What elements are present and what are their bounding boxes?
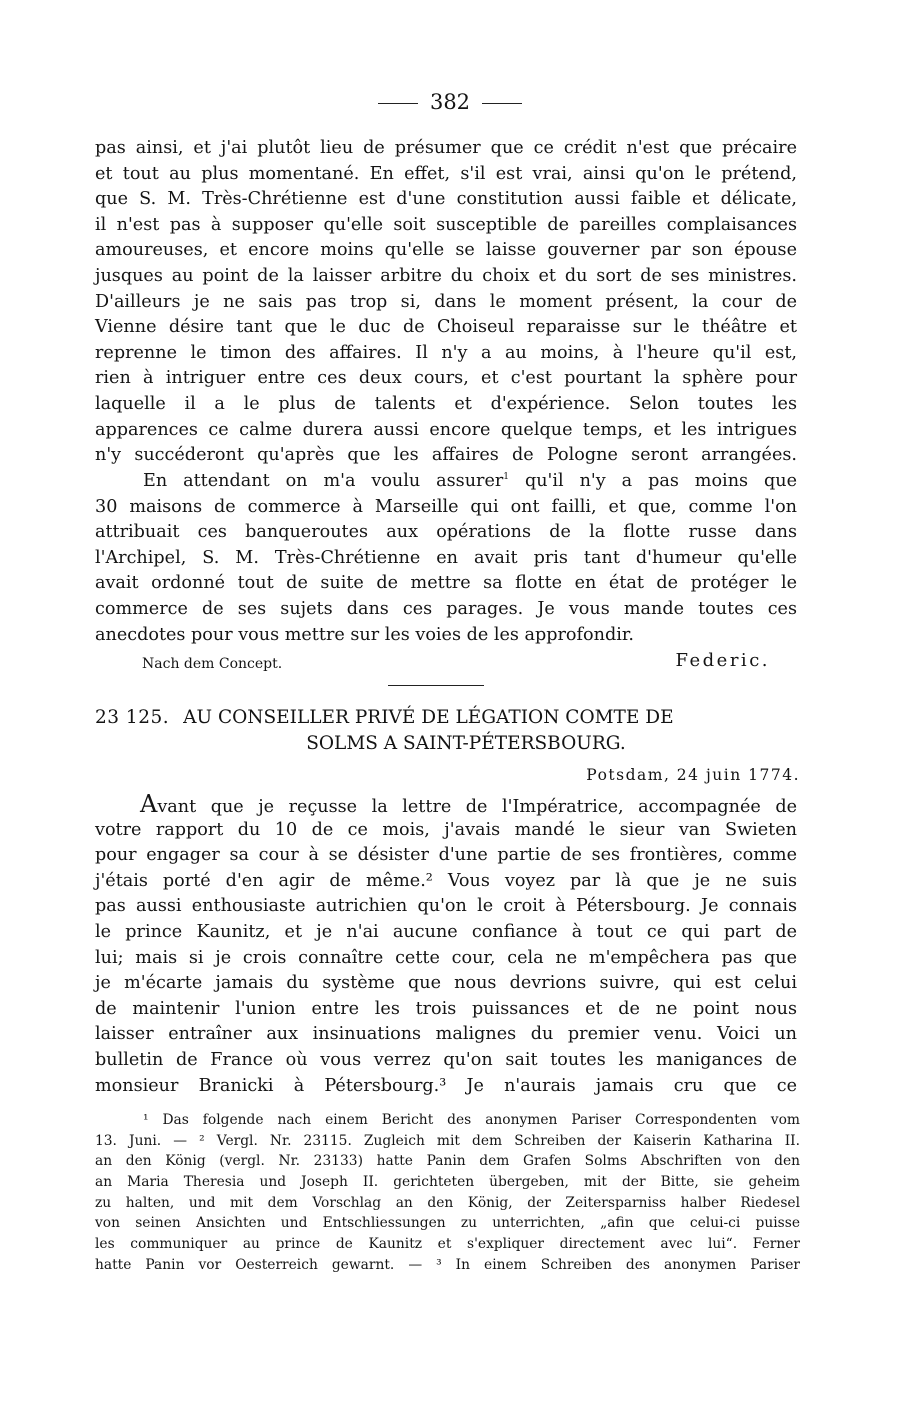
header-rule-right (482, 103, 522, 104)
second-paragraph (95, 469, 797, 648)
footnote-line: les communiquer au prince de Kaunitz et s'expliquer directement avec lui“. Ferner (95, 1236, 800, 1253)
footnote-line: hatte Panin vor Oesterreich gewarnt. — ³ In einem Schreiben des anonymen Pariser (95, 1256, 800, 1273)
footnote-line: zu halten, und mit dem Vorschlag an den König, der Zeitersparniss halber Riedesel (95, 1194, 800, 1211)
text-line: lui; mais si je crois connaître cette cour, cela ne m'empêchera pas que (95, 947, 797, 968)
text-line: Vienne désire tant que le duc de Choiseul reparaisse sur le théâtre et (95, 317, 797, 338)
footnote-line: an Maria Theresia und Joseph II. gerichteten übergeben, mit der Bitte, sie geheim (95, 1174, 800, 1191)
text-line: je m'écarte jamais du système que nous devrions suivre, qui est celui (95, 973, 797, 994)
text-line (95, 792, 797, 818)
heading-line (95, 705, 797, 731)
page-header (0, 90, 900, 114)
text-line: que S. M. Très-Chrétienne est d'une constitution aussi faible et délicate, (95, 189, 797, 210)
text-line: n'y succéderont qu'après que les affaires de Pologne seront arrangées. (95, 445, 797, 466)
text-line: commerce de ses sujets dans ces parages. Je vous mande toutes ces (95, 598, 797, 619)
text-line: il n'est pas à supposer qu'elle soit susceptible de pareilles complaisances (95, 214, 797, 235)
initial-letter: A (140, 790, 158, 818)
footnote-line: ¹ Das folgende nach einem Bericht des anonymen Pariser Correspondenten vom (143, 1112, 800, 1128)
dateline: Potsdam, 24 juin 1774. (586, 766, 800, 784)
letter-heading (95, 705, 797, 757)
text-line: jusques au point de la laisser arbitre du choix et du sort de ses ministres. (95, 265, 797, 286)
text-line: laisser entraîner aux insinuations malignes du premier venu. Voici un (95, 1024, 797, 1045)
text-line: attribuait ces banqueroutes aux opérations de la flotte russe dans (95, 522, 797, 543)
text-line: D'ailleurs je ne sais pas trop si, dans le moment présent, la cour de (95, 291, 797, 312)
text-fragment: En attendant on m'a voulu assurer (143, 471, 504, 491)
text-line: votre rapport du 10 de ce mois, j'avais mandé le sieur van Swieten (95, 819, 797, 840)
signature-row (142, 650, 770, 676)
letter-body (95, 792, 797, 1099)
footnote-line: an den König (vergl. Nr. 23133) hatte Panin dem Grafen Solms Abschriften von den (95, 1153, 800, 1170)
text-line: laquelle il a le plus de talents et d'expérience. Selon toutes les (95, 393, 797, 414)
text-line: apparences ce calme durera aussi encore quelque temps, et les intrigues (95, 419, 797, 440)
text-line: pas ainsi, et j'ai plutôt lieu de présumer que ce crédit n'est que précaire (95, 138, 797, 158)
footnote-line: 13. Juni. — ² Vergl. Nr. 23115. Zugleich mit dem Schreiben der Kaiserin Katharina II. (95, 1132, 800, 1149)
text-line: pour engager sa cour à se désister d'une partie de ses frontières, comme (95, 845, 797, 866)
continued-paragraph (95, 136, 797, 469)
text-line: reprenne le timon des affaires. Il n'y a au moins, à l'heure qu'il est, (95, 342, 797, 363)
text-line: j'étais porté d'en agir de même.² Vous voyez par là que je ne suis (95, 870, 797, 891)
text-line: avait ordonné tout de suite de mettre sa flotte en état de protéger le (95, 573, 797, 594)
text-line: amoureuses, et encore moins qu'elle se laisse gouverner par son épouse (95, 240, 797, 261)
text-line: anecdotes pour vous mettre sur les voies de les approfondir. (95, 624, 634, 645)
text-line: de maintenir l'union entre les trois puissances et de ne point nous (95, 998, 797, 1019)
footnotes (95, 1110, 800, 1276)
text-line: 30 maisons de commerce à Marseille qui ont failli, et que, comme l'on (95, 496, 797, 517)
text-line: pas aussi enthousiaste autrichien qu'on le croit à Pétersbourg. Je connais (95, 896, 797, 917)
footnote-line: von seinen Ansichten und Entschliessungen zu unterrichten, „afin que celui-ci puisse (95, 1215, 800, 1232)
text-line: l'Archipel, S. M. Très-Chrétienne en avait pris tant d'humeur qu'elle (95, 547, 797, 568)
text-line: bulletin de France où vous verrez qu'on sait toutes les manigances de (95, 1049, 797, 1070)
footnote-ref: 1 (503, 472, 510, 483)
text-line: rien à intriguer entre ces deux cours, et c'est pourtant la sphère pour (95, 368, 797, 389)
page-number: 382 (429, 90, 471, 114)
heading-line: SOLMS A SAINT-PÉTERSBOURG. (306, 733, 626, 754)
heading-text: AU CONSEILLER PRIVÉ DE LÉGATION COMTE DE (183, 707, 674, 728)
letter-number: 23 125. (95, 707, 170, 728)
header-rule-left (378, 103, 418, 104)
source-note: Nach dem Concept. (142, 656, 283, 672)
text-line: monsieur Branicki à Pétersbourg.³ Je n'aurais jamais cru que ce (95, 1075, 797, 1096)
text-line (95, 469, 797, 495)
text-line: et tout au plus momentané. En effet, s'il est vrai, ainsi qu'on le prétend, (95, 163, 797, 184)
text-fragment: vant que je reçusse la lettre de l'Impératrice, accompagnée de (157, 797, 797, 817)
section-divider (388, 685, 484, 686)
signature: Federic. (675, 650, 770, 671)
text-fragment: qu'il n'y a pas moins que (509, 471, 797, 491)
text-line: le prince Kaunitz, et je n'ai aucune confiance à tout ce qui part de (95, 921, 797, 942)
